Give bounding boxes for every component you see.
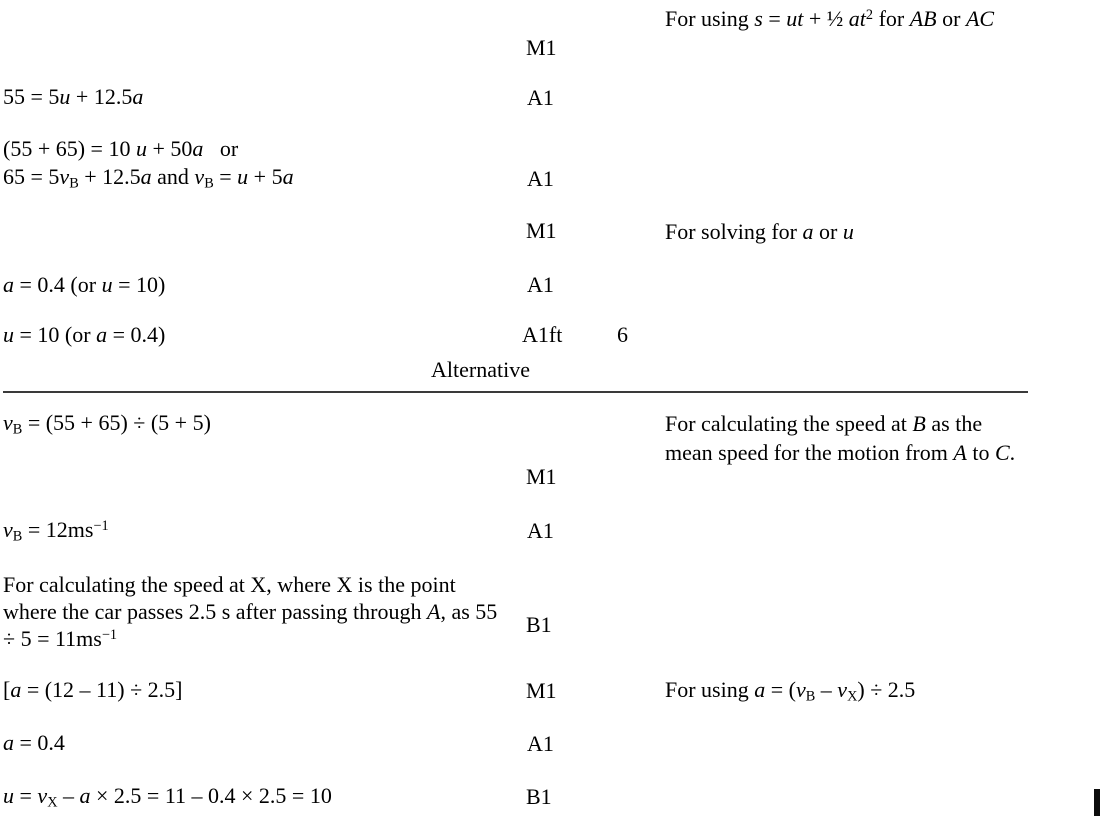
mark-m1-solving: M1 <box>526 218 557 243</box>
alt-comment-mean-speed: For calculating the speed at B as the mean speed for the motion from A to C. <box>665 411 1016 465</box>
page-edge-artifact <box>1094 789 1100 816</box>
alt-mark-b1-speed-x: B1 <box>526 612 552 637</box>
alternative-label: Alternative <box>431 357 530 382</box>
section-divider <box>3 391 1028 393</box>
mark-a1ft-u-value: A1ft <box>522 322 563 347</box>
working-a-value: a = 0.4 (or u = 10) <box>3 272 166 297</box>
alt-working-a-value: a = 0.4 <box>3 730 65 755</box>
alt-mark-b1-u-value: B1 <box>526 784 552 809</box>
alt-working-vb-value: $v_B = 12ms^{-1}$ <box>3 517 109 545</box>
working-u-value: u = 10 (or a = 0.4) <box>3 322 166 347</box>
alt-mark-m1-accel: M1 <box>526 678 557 703</box>
alt-working-u-value: $u = v_X - a \times 2.5 = 11 - 0.4 \times 2.5 = 10$ <box>3 783 332 811</box>
mark-a1-eq-ab: A1 <box>527 85 554 110</box>
working-eq-ab: 55 = 5u + 12.5a <box>3 84 144 109</box>
alt-mark-a1-vb: A1 <box>527 518 554 543</box>
total-marks: 6 <box>617 322 628 347</box>
mark-a1-eq-b: A1 <box>527 166 554 191</box>
mark-m1-suvat: M1 <box>526 35 557 60</box>
comment-using-suvat: For using s = ut + ½ $at^2$ for AB or AC <box>665 6 995 31</box>
mark-a1-a-value: A1 <box>527 272 554 297</box>
alt-working-accel: [a = (12 – 11) ÷ 2.5] <box>3 677 183 702</box>
working-eq-ac-line1: (55 + 65) = 10 u + 50a or <box>3 136 239 161</box>
alt-working-vb-mean: $v_B = (55 + 65) \div (5 + 5)$ <box>3 410 211 438</box>
comment-solving: For solving for a or u <box>665 219 854 244</box>
alt-mark-a1-a-value: A1 <box>527 731 554 756</box>
alt-comment-accel: For using $a = (v_B - v_X) \div 2.5$ <box>665 677 916 705</box>
alt-mark-m1-mean: M1 <box>526 464 557 489</box>
alt-working-speed-x: For calculating the speed at X, where X is the point where the car passes 2.5 s after passing through A, as $55 \div 5 = 11ms^{-1}$ <box>3 572 498 651</box>
working-eq-b-line2: $65 = 5v_B + 12.5a$ and $v_B = u + 5a$ <box>3 164 294 192</box>
